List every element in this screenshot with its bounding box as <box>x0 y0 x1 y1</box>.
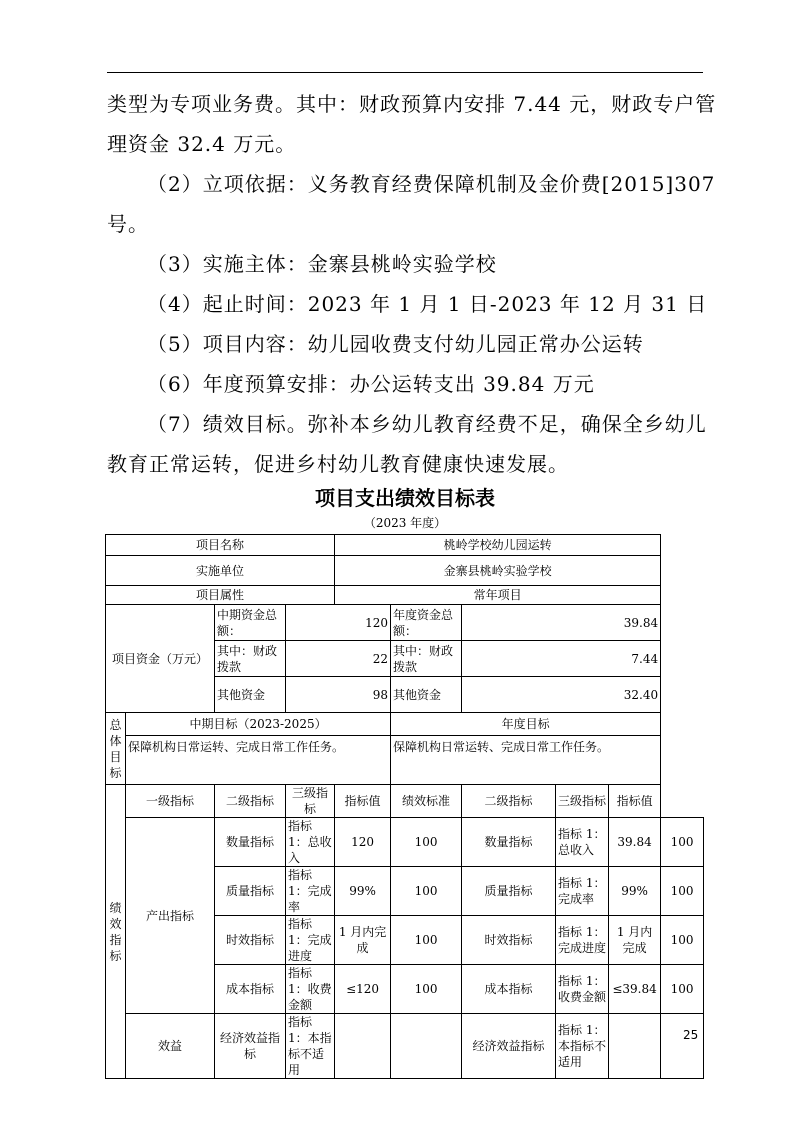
column-header: 指标值 <box>335 785 391 818</box>
table-cell: 100 <box>661 916 704 965</box>
year-other-label: 其他资金 <box>391 677 462 713</box>
table-cell: 指标 1：完成进度 <box>556 916 609 965</box>
table-row <box>106 535 704 556</box>
table-cell: 指标 1：完成率 <box>286 867 335 916</box>
table-cell: 指标 1：收费金额 <box>286 965 335 1014</box>
table-cell: 指标 1：完成进度 <box>286 916 335 965</box>
mid-fiscal-label: 其中：财政拨款 <box>215 641 286 677</box>
table-cell: ≤39.84 <box>609 965 661 1014</box>
year-goal-header: 年度目标 <box>391 713 661 736</box>
column-header: 指标值 <box>609 785 661 818</box>
mid-other-value: 98 <box>286 677 391 713</box>
performance-table <box>105 534 704 1079</box>
table-cell: 100 <box>661 818 704 867</box>
paragraph-line: 理资金 32.4 万元。 <box>107 132 297 156</box>
column-header: 绩效标准 <box>391 785 462 818</box>
table-row <box>106 818 704 867</box>
mid-total-label: 中期资金总额： <box>215 605 286 641</box>
paragraph-line: （5）项目内容：幼儿园收费支付幼儿园正常办公运转 <box>147 332 644 356</box>
year-total-label: 年度资金总额： <box>391 605 462 641</box>
table-cell: 经济效益指标 <box>462 1014 556 1079</box>
table-row <box>106 586 704 605</box>
funds-label: 项目资金（万元） <box>106 605 215 713</box>
body-text <box>107 84 717 484</box>
table-cell: 1 月内完成 <box>335 916 391 965</box>
mid-total-value: 120 <box>286 605 391 641</box>
unit-value: 金寨县桃岭实验学校 <box>335 556 661 586</box>
year-other-value: 32.40 <box>462 677 661 713</box>
table-cell: 时效指标 <box>462 916 556 965</box>
table-cell <box>661 1014 704 1079</box>
table-cell <box>335 1014 391 1079</box>
paragraph-line: 教育正常运转，促进乡村幼儿教育健康快速发展。 <box>107 452 569 476</box>
table-cell: 指标 1：完成率 <box>556 867 609 916</box>
table-cell: 质量指标 <box>215 867 286 916</box>
paragraph-line: （3）实施主体：金寨县桃岭实验学校 <box>147 252 497 276</box>
year-total-value: 39.84 <box>462 605 661 641</box>
project-name-value: 桃岭学校幼儿园运转 <box>335 535 661 556</box>
table-cell: 120 <box>335 818 391 867</box>
table-cell: ≤120 <box>335 965 391 1014</box>
table-row <box>106 1014 704 1079</box>
paragraph-line: （6）年度预算安排：办公运转支出 39.84 万元 <box>147 372 595 396</box>
perf-indicator-label: 绩效指标 <box>106 785 126 1079</box>
attr-label: 项目属性 <box>106 586 335 605</box>
unit-label: 实施单位 <box>106 556 335 586</box>
table-cell: 指标 1：总收入 <box>556 818 609 867</box>
table-cell: 100 <box>391 916 462 965</box>
table-cell: 指标 1：本指标不适用 <box>286 1014 335 1079</box>
paragraph-line: （4）起止时间：2023 年 1 月 1 日-2023 年 12 月 31 日 <box>147 292 708 316</box>
column-header: 二级指标 <box>215 785 286 818</box>
paragraph-line: （2）立项依据：义务教育经费保障机制及金价费[2015]307 <box>147 172 716 196</box>
project-name-label: 项目名称 <box>106 535 335 556</box>
year-fiscal-value: 7.44 <box>462 641 661 677</box>
output-indicator-label: 产出指标 <box>126 818 215 1014</box>
paragraph-line: 号。 <box>107 212 149 236</box>
column-header: 三级指标 <box>286 785 335 818</box>
table-cell: 100 <box>391 867 462 916</box>
table-cell: 指标 1：本指标不适用 <box>556 1014 609 1079</box>
table-cell: 1 月内完成 <box>609 916 661 965</box>
table-row <box>106 736 704 785</box>
table-cell: 100 <box>391 818 462 867</box>
benefit-indicator-label: 效益 <box>126 1014 215 1079</box>
column-header: 一级指标 <box>126 785 215 818</box>
table-cell: 指标 1：总收入 <box>286 818 335 867</box>
table-year: （2023 年度） <box>363 516 447 530</box>
table-cell: 经济效益指标 <box>215 1014 286 1079</box>
table-cell: 质量指标 <box>462 867 556 916</box>
mid-other-label: 其他资金 <box>215 677 286 713</box>
page-number: 25 <box>683 1028 699 1042</box>
column-header: 二级指标 <box>462 785 556 818</box>
mid-goal-header: 中期目标（2023-2025） <box>126 713 391 736</box>
mid-fiscal-value: 22 <box>286 641 391 677</box>
overall-goal-label: 总体目标 <box>106 713 126 785</box>
year-goal-text: 保障机构日常运转、完成日常工作任务。 <box>391 736 661 785</box>
attr-value: 常年项目 <box>335 586 661 605</box>
table-cell: 数量指标 <box>462 818 556 867</box>
table-cell: 100 <box>661 867 704 916</box>
table-title: 项目支出绩效目标表 <box>315 486 495 510</box>
table-cell: 39.84 <box>609 818 661 867</box>
table-cell: 成本指标 <box>215 965 286 1014</box>
table-cell: 99% <box>609 867 661 916</box>
column-header: 三级指标 <box>556 785 609 818</box>
table-cell <box>391 1014 462 1079</box>
table-cell: 成本指标 <box>462 965 556 1014</box>
table-cell: 数量指标 <box>215 818 286 867</box>
table-cell: 100 <box>391 965 462 1014</box>
table-cell: 指标 1：收费金额 <box>556 965 609 1014</box>
table-row <box>106 556 704 586</box>
table-cell <box>609 1014 661 1079</box>
paragraph-line: （7）绩效目标。弥补本乡幼儿教育经费不足，确保全乡幼儿 <box>147 412 707 436</box>
year-fiscal-label: 其中：财政拨款 <box>391 641 462 677</box>
table-cell: 时效指标 <box>215 916 286 965</box>
table-row <box>106 713 704 736</box>
mid-goal-text: 保障机构日常运转、完成日常工作任务。 <box>126 736 391 785</box>
table-cell: 100 <box>661 965 704 1014</box>
table-cell: 99% <box>335 867 391 916</box>
header-rule <box>107 72 703 73</box>
table-row <box>106 605 704 641</box>
table-header-row <box>106 785 704 818</box>
paragraph-line: 类型为专项业务费。其中：财政预算内安排 7.44 元，财政专户管 <box>107 92 717 116</box>
